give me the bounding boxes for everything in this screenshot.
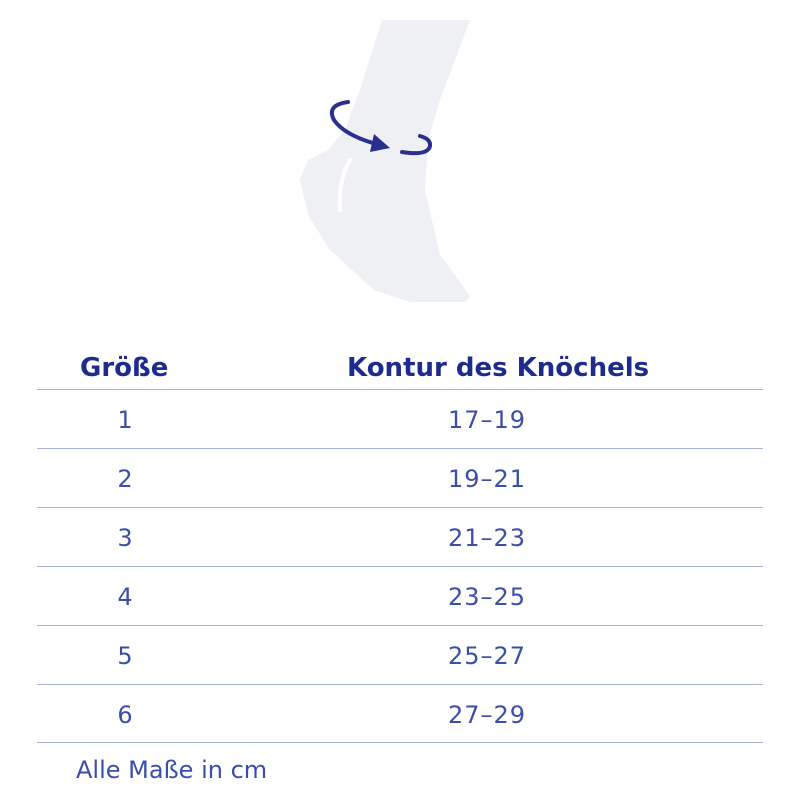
- table-row: [37, 508, 763, 568]
- table-row: [37, 567, 763, 627]
- table-row: [37, 685, 763, 745]
- table-row: [37, 390, 763, 450]
- column-header-size: Größe: [80, 353, 169, 383]
- column-header-contour: Kontur des Knöchels: [347, 353, 650, 383]
- units-footnote: Alle Maße in cm: [76, 756, 268, 784]
- ankle-illustration: [290, 10, 490, 310]
- ankle-measurement-icon: [290, 10, 490, 310]
- table-row: [37, 626, 763, 686]
- size-cell: 3: [117, 524, 133, 552]
- contour-range-cell: 21–23: [447, 524, 527, 552]
- size-cell: 2: [117, 465, 133, 493]
- contour-range-cell: 23–25: [447, 583, 527, 611]
- table-bottom-divider: [37, 742, 763, 743]
- table-row: [37, 449, 763, 509]
- contour-range-cell: 19–21: [447, 465, 527, 493]
- contour-range-cell: 27–29: [447, 701, 527, 729]
- size-cell: 5: [117, 642, 133, 670]
- size-cell: 1: [117, 406, 133, 434]
- contour-range-cell: 25–27: [447, 642, 527, 670]
- size-cell: 6: [117, 701, 133, 729]
- contour-range-cell: 17–19: [447, 406, 527, 434]
- size-cell: 4: [117, 583, 133, 611]
